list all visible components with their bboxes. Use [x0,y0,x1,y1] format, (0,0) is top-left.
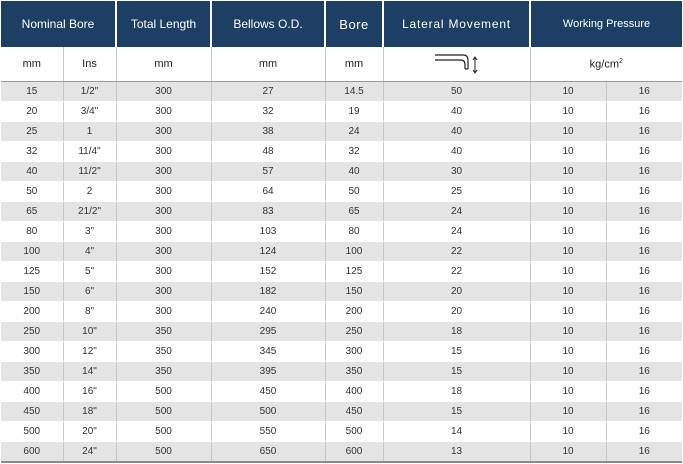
cell-pressure-high: 16 [606,222,682,242]
cell-nominal-mm: 350 [1,362,63,382]
cell-lateral-movement: 40 [383,122,530,142]
cell-pressure-low: 10 [530,282,606,302]
cell-pressure-low: 10 [530,442,606,463]
cell-total-length: 350 [116,342,211,362]
cell-lateral-movement: 18 [383,382,530,402]
cell-total-length: 300 [116,302,211,322]
cell-pressure-low: 10 [530,382,606,402]
cell-total-length: 500 [116,382,211,402]
cell-total-length: 300 [116,202,211,222]
unit-pressure-superscript: 2 [618,57,623,65]
cell-bellows-od: 295 [211,322,325,342]
unit-bore: mm [325,47,383,82]
cell-pressure-high: 16 [606,302,682,322]
cell-bore: 150 [325,282,383,302]
cell-pressure-high: 16 [606,162,682,182]
cell-bellows-od: 124 [211,242,325,262]
cell-pressure-low: 10 [530,362,606,382]
cell-lateral-movement: 24 [383,222,530,242]
cell-bellows-od: 32 [211,102,325,122]
table-row [1,122,682,142]
cell-lateral-movement: 40 [383,102,530,122]
cell-bore: 300 [325,342,383,362]
cell-lateral-movement: 14 [383,422,530,442]
table-row [1,362,682,382]
header-working-pressure: Working Pressure [530,1,682,47]
cell-pressure-high: 16 [606,122,682,142]
cell-lateral-movement: 20 [383,302,530,322]
lateral-movement-icon [431,52,483,76]
cell-total-length: 300 [116,122,211,142]
cell-nominal-ins: 2 [63,182,116,202]
cell-nominal-ins: 11/4" [63,142,116,162]
cell-lateral-movement: 20 [383,282,530,302]
cell-pressure-low: 10 [530,222,606,242]
unit-nominal-ins: Ins [63,47,116,82]
cell-nominal-mm: 200 [1,302,63,322]
cell-total-length: 500 [116,442,211,463]
cell-pressure-high: 16 [606,82,682,102]
header-bellows-od: Bellows O.D. [211,1,325,47]
cell-bellows-od: 103 [211,222,325,242]
cell-nominal-mm: 65 [1,202,63,222]
cell-bellows-od: 500 [211,402,325,422]
cell-total-length: 350 [116,362,211,382]
cell-total-length: 300 [116,222,211,242]
header-lateral-movement: Lateral Movement [383,1,530,47]
cell-lateral-movement: 18 [383,322,530,342]
table-row [1,322,682,342]
table-row [1,442,682,463]
cell-bore: 65 [325,202,383,222]
cell-nominal-ins: 21/2" [63,202,116,222]
cell-bore: 250 [325,322,383,342]
cell-total-length: 500 [116,422,211,442]
cell-bore: 400 [325,382,383,402]
cell-lateral-movement: 30 [383,162,530,182]
cell-nominal-ins: 6" [63,282,116,302]
cell-total-length: 300 [116,142,211,162]
table-row [1,262,682,282]
cell-pressure-low: 10 [530,322,606,342]
cell-pressure-high: 16 [606,382,682,402]
unit-pressure-text: kg/cm [589,58,619,71]
cell-pressure-low: 10 [530,342,606,362]
cell-bellows-od: 395 [211,362,325,382]
cell-lateral-movement: 22 [383,262,530,282]
cell-pressure-low: 10 [530,182,606,202]
cell-pressure-high: 16 [606,322,682,342]
cell-lateral-movement: 40 [383,142,530,162]
cell-nominal-ins: 5" [63,262,116,282]
header-row [1,1,682,47]
table-row [1,222,682,242]
cell-nominal-ins: 20" [63,422,116,442]
cell-pressure-high: 16 [606,442,682,463]
cell-nominal-ins: 3/4" [63,102,116,122]
units-row [1,47,682,82]
cell-nominal-ins: 24" [63,442,116,463]
cell-lateral-movement: 15 [383,342,530,362]
cell-bore: 40 [325,162,383,182]
cell-total-length: 300 [116,262,211,282]
cell-nominal-mm: 25 [1,122,63,142]
cell-pressure-low: 10 [530,162,606,182]
cell-pressure-low: 10 [530,422,606,442]
table-row [1,302,682,322]
cell-nominal-ins: 12" [63,342,116,362]
cell-bore: 50 [325,182,383,202]
cell-nominal-mm: 400 [1,382,63,402]
cell-pressure-low: 10 [530,402,606,422]
cell-bore: 600 [325,442,383,463]
table-row [1,142,682,162]
cell-pressure-high: 16 [606,362,682,382]
cell-bellows-od: 48 [211,142,325,162]
table-row [1,422,682,442]
unit-od: mm [211,47,325,82]
cell-total-length: 300 [116,102,211,122]
cell-bore: 350 [325,362,383,382]
cell-nominal-ins: 11/2" [63,162,116,182]
cell-bellows-od: 240 [211,302,325,322]
cell-pressure-low: 10 [530,122,606,142]
cell-nominal-mm: 125 [1,262,63,282]
unit-lateral-movement [383,47,530,82]
cell-bore: 100 [325,242,383,262]
cell-nominal-mm: 32 [1,142,63,162]
cell-total-length: 350 [116,322,211,342]
cell-nominal-ins: 10" [63,322,116,342]
cell-pressure-high: 16 [606,342,682,362]
cell-nominal-ins: 8" [63,302,116,322]
cell-pressure-low: 10 [530,142,606,162]
cell-nominal-ins: 14" [63,362,116,382]
bellows-spec-table [1,1,682,463]
cell-bore: 80 [325,222,383,242]
cell-pressure-high: 16 [606,182,682,202]
cell-bore: 500 [325,422,383,442]
cell-lateral-movement: 50 [383,82,530,102]
cell-bellows-od: 38 [211,122,325,142]
cell-bellows-od: 650 [211,442,325,463]
cell-nominal-ins: 3" [63,222,116,242]
cell-nominal-ins: 1 [63,122,116,142]
cell-pressure-low: 10 [530,202,606,222]
table-row [1,202,682,222]
cell-nominal-mm: 20 [1,102,63,122]
cell-pressure-low: 10 [530,82,606,102]
unit-working-pressure [530,47,682,82]
table-body [1,82,682,463]
cell-pressure-high: 16 [606,402,682,422]
cell-total-length: 300 [116,282,211,302]
cell-total-length: 300 [116,242,211,262]
cell-bellows-od: 345 [211,342,325,362]
cell-lateral-movement: 13 [383,442,530,463]
cell-pressure-high: 16 [606,242,682,262]
cell-lateral-movement: 15 [383,402,530,422]
cell-bore: 125 [325,262,383,282]
cell-bellows-od: 27 [211,82,325,102]
cell-nominal-mm: 250 [1,322,63,342]
table-row [1,282,682,302]
cell-pressure-high: 16 [606,202,682,222]
header-total-length: Total Length [116,1,211,47]
cell-lateral-movement: 15 [383,362,530,382]
table-row [1,102,682,122]
table-row [1,82,682,102]
cell-pressure-high: 16 [606,102,682,122]
cell-nominal-mm: 80 [1,222,63,242]
cell-nominal-ins: 4" [63,242,116,262]
cell-bore: 450 [325,402,383,422]
unit-length: mm [116,47,211,82]
cell-bellows-od: 57 [211,162,325,182]
cell-nominal-mm: 40 [1,162,63,182]
cell-pressure-low: 10 [530,302,606,322]
cell-nominal-ins: 18" [63,402,116,422]
cell-nominal-mm: 600 [1,442,63,463]
cell-nominal-mm: 50 [1,182,63,202]
cell-nominal-ins: 16" [63,382,116,402]
cell-lateral-movement: 22 [383,242,530,262]
header-bore: Bore [325,1,383,47]
cell-bore: 19 [325,102,383,122]
cell-lateral-movement: 24 [383,202,530,222]
cell-bellows-od: 152 [211,262,325,282]
cell-bellows-od: 64 [211,182,325,202]
table-row [1,162,682,182]
unit-nominal-mm: mm [1,47,63,82]
table-row [1,182,682,202]
cell-nominal-ins: 1/2" [63,82,116,102]
table-row [1,342,682,362]
cell-nominal-mm: 450 [1,402,63,422]
cell-nominal-mm: 150 [1,282,63,302]
header-nominal-bore: Nominal Bore [1,1,116,47]
cell-nominal-mm: 100 [1,242,63,262]
cell-pressure-high: 16 [606,282,682,302]
cell-bellows-od: 450 [211,382,325,402]
table-row [1,382,682,402]
cell-pressure-low: 10 [530,102,606,122]
cell-bore: 32 [325,142,383,162]
cell-pressure-high: 16 [606,262,682,282]
cell-total-length: 500 [116,402,211,422]
cell-total-length: 300 [116,162,211,182]
cell-pressure-high: 16 [606,422,682,442]
cell-pressure-high: 16 [606,142,682,162]
cell-nominal-mm: 500 [1,422,63,442]
cell-bore: 14.5 [325,82,383,102]
cell-bellows-od: 83 [211,202,325,222]
cell-bellows-od: 550 [211,422,325,442]
cell-bore: 24 [325,122,383,142]
cell-nominal-mm: 15 [1,82,63,102]
cell-total-length: 300 [116,82,211,102]
cell-lateral-movement: 25 [383,182,530,202]
table-row [1,242,682,262]
cell-nominal-mm: 300 [1,342,63,362]
cell-bellows-od: 182 [211,282,325,302]
cell-pressure-low: 10 [530,262,606,282]
cell-pressure-low: 10 [530,242,606,262]
cell-bore: 200 [325,302,383,322]
table-row [1,402,682,422]
cell-total-length: 300 [116,182,211,202]
